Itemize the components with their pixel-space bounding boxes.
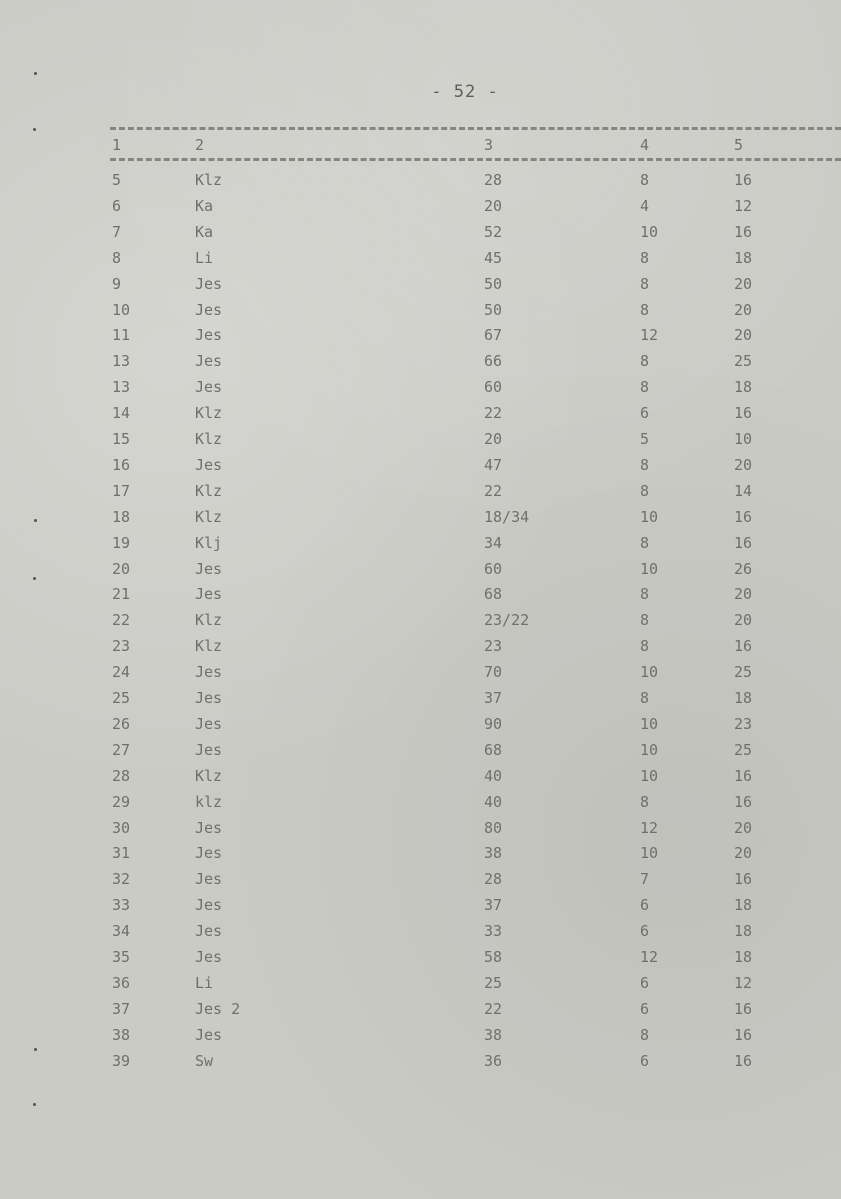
- table-cell-col-2: Ka: [195, 222, 214, 241]
- table-cell-col-3: 34: [484, 533, 503, 552]
- table-cell-col-5: 18: [734, 922, 753, 941]
- table-row: [0, 348, 841, 374]
- table-row: [0, 866, 841, 892]
- table-cell-col-1: 21: [112, 585, 131, 604]
- table-cell-col-4: 6: [640, 404, 650, 423]
- table-cell-col-4: 8: [640, 585, 650, 604]
- table-cell-col-3: 23/22: [484, 611, 530, 630]
- table-cell-col-4: 6: [640, 922, 650, 941]
- table-cell-col-2: Jes: [195, 663, 223, 682]
- table-cell-col-1: 32: [112, 870, 131, 889]
- table-cell-col-2: Jes: [195, 740, 223, 759]
- table-cell-col-5: 20: [734, 274, 753, 293]
- table-cell-col-1: 28: [112, 766, 131, 785]
- table-row: [0, 556, 841, 582]
- table-cell-col-4: 6: [640, 973, 650, 992]
- table-cell-col-2: Klz: [195, 481, 223, 500]
- table-cell-col-3: 67: [484, 326, 503, 345]
- table-cell-col-4: 10: [640, 766, 659, 785]
- table-row: [0, 1048, 841, 1074]
- table-cell-col-3: 58: [484, 948, 503, 966]
- table-header-row: [0, 132, 841, 158]
- table-cell-col-4: 4: [640, 196, 650, 215]
- table-cell-col-5: 16: [734, 171, 753, 189]
- header-col-2: 2: [195, 136, 205, 154]
- table-cell-col-2: klz: [195, 792, 223, 811]
- table-row: [0, 970, 841, 996]
- table-row: [0, 815, 841, 841]
- table-cell-col-1: 24: [112, 663, 131, 682]
- table-cell-col-1: 20: [112, 559, 131, 578]
- table-cell-col-5: 14: [734, 481, 753, 500]
- table-cell-col-4: 8: [640, 300, 650, 319]
- table-cell-col-3: 28: [484, 870, 503, 889]
- table-row: [0, 892, 841, 918]
- table-cell-col-2: Klz: [195, 766, 223, 785]
- page-number: - 52 -: [431, 82, 499, 102]
- header-col-1: 1: [112, 136, 122, 154]
- table-cell-col-3: 37: [484, 896, 503, 915]
- table-cell-col-3: 70: [484, 663, 503, 682]
- table-cell-col-3: 22: [484, 999, 503, 1018]
- table-row: [0, 426, 841, 452]
- table-cell-col-4: 8: [640, 689, 650, 707]
- table-cell-col-2: Klz: [195, 430, 223, 448]
- table-cell-col-2: Jes: [195, 274, 223, 293]
- table-cell-col-2: Klz: [195, 637, 223, 656]
- table-cell-col-4: 12: [640, 326, 659, 345]
- table-cell-col-1: 14: [112, 404, 131, 423]
- table-cell-col-1: 19: [112, 533, 131, 552]
- table-cell-col-3: 37: [484, 689, 503, 707]
- table-cell-col-4: 10: [640, 559, 659, 578]
- table-cell-col-4: 10: [640, 663, 659, 682]
- header-col-4: 4: [640, 136, 650, 154]
- table-cell-col-2: Jes: [195, 352, 223, 371]
- table-cell-col-2: Jes: [195, 896, 223, 915]
- table-row: [0, 219, 841, 245]
- table-cell-col-2: Jes: [195, 870, 223, 889]
- table-cell-col-2: Jes: [195, 818, 223, 837]
- table-cell-col-5: 16: [734, 404, 753, 423]
- table-cell-col-2: Klz: [195, 507, 223, 526]
- table-cell-col-4: 8: [640, 792, 650, 811]
- table-cell-col-4: 12: [640, 818, 659, 837]
- table-cell-col-4: 8: [640, 171, 650, 189]
- table-cell-col-2: Li: [195, 248, 214, 267]
- table-row: [0, 607, 841, 633]
- table-cell-col-5: 16: [734, 1025, 753, 1044]
- table-cell-col-2: Jes: [195, 378, 223, 397]
- table-row: [0, 245, 841, 271]
- table-cell-col-1: 8: [112, 248, 122, 267]
- table-cell-col-3: 68: [484, 740, 503, 759]
- table-cell-col-4: 7: [640, 870, 650, 889]
- table-cell-col-1: 10: [112, 300, 131, 319]
- table-cell-col-2: Jes 2: [195, 999, 241, 1018]
- table-cell-col-1: 25: [112, 689, 131, 707]
- table-cell-col-2: Jes: [195, 844, 223, 863]
- table-cell-col-2: Jes: [195, 1025, 223, 1044]
- table-cell-col-4: 10: [640, 844, 659, 863]
- table-cell-col-2: Jes: [195, 326, 223, 345]
- margin-mark: [34, 72, 37, 75]
- header-col-3: 3: [484, 136, 494, 154]
- table-cell-col-4: 5: [640, 430, 650, 448]
- table-cell-col-5: 23: [734, 714, 753, 733]
- table-cell-col-3: 68: [484, 585, 503, 604]
- table-cell-col-5: 20: [734, 326, 753, 345]
- table-cell-col-3: 36: [484, 1051, 503, 1070]
- table-cell-col-1: 13: [112, 352, 131, 371]
- table-cell-col-2: Jes: [195, 689, 223, 707]
- table-cell-col-1: 16: [112, 455, 131, 474]
- table-row: [0, 944, 841, 970]
- table-row: [0, 737, 841, 763]
- margin-mark: [33, 1103, 36, 1106]
- table-cell-col-5: 18: [734, 689, 753, 707]
- table-cell-col-4: 8: [640, 1025, 650, 1044]
- table-cell-col-4: 6: [640, 999, 650, 1018]
- table-cell-col-1: 27: [112, 740, 131, 759]
- table-cell-col-4: 6: [640, 896, 650, 915]
- table-cell-col-1: 31: [112, 844, 131, 863]
- table-row: [0, 193, 841, 219]
- table-cell-col-5: 20: [734, 455, 753, 474]
- table-cell-col-3: 40: [484, 792, 503, 811]
- table-cell-col-5: 16: [734, 792, 753, 811]
- header-col-5: 5: [734, 136, 744, 154]
- table-row: [0, 297, 841, 323]
- table-row: [0, 504, 841, 530]
- table-cell-col-4: 12: [640, 948, 659, 966]
- table-cell-col-5: 16: [734, 637, 753, 656]
- table-cell-col-5: 16: [734, 507, 753, 526]
- table-cell-col-2: Jes: [195, 922, 223, 941]
- table-cell-col-5: 20: [734, 611, 753, 630]
- table-cell-col-3: 50: [484, 300, 503, 319]
- table-row: [0, 478, 841, 504]
- table-cell-col-4: 8: [640, 378, 650, 397]
- table-row: [0, 530, 841, 556]
- table-cell-col-5: 16: [734, 766, 753, 785]
- table-cell-col-2: Klz: [195, 404, 223, 423]
- table-cell-col-2: Jes: [195, 948, 223, 966]
- table-cell-col-2: Jes: [195, 559, 223, 578]
- table-cell-col-1: 38: [112, 1025, 131, 1044]
- table-cell-col-1: 5: [112, 171, 122, 189]
- table-cell-col-4: 8: [640, 352, 650, 371]
- table-cell-col-5: 16: [734, 222, 753, 241]
- table-cell-col-1: 39: [112, 1051, 131, 1070]
- table-row: [0, 452, 841, 478]
- table-row: [0, 763, 841, 789]
- margin-mark: [34, 1048, 37, 1051]
- table-cell-col-2: Jes: [195, 455, 223, 474]
- table-cell-col-5: 20: [734, 300, 753, 319]
- table-cell-col-1: 29: [112, 792, 131, 811]
- table-cell-col-3: 60: [484, 378, 503, 397]
- table-cell-col-2: Klz: [195, 611, 223, 630]
- table-cell-col-3: 33: [484, 922, 503, 941]
- table-cell-col-1: 11: [112, 326, 131, 345]
- table-cell-col-2: Klz: [195, 171, 223, 189]
- margin-mark: [33, 577, 36, 580]
- table-cell-col-4: 6: [640, 1051, 650, 1070]
- table-cell-col-3: 20: [484, 430, 503, 448]
- table-row: [0, 581, 841, 607]
- table-cell-col-3: 20: [484, 196, 503, 215]
- table-cell-col-5: 20: [734, 585, 753, 604]
- table-cell-col-4: 8: [640, 533, 650, 552]
- table-cell-col-4: 10: [640, 507, 659, 526]
- table-row: [0, 271, 841, 297]
- table-cell-col-5: 18: [734, 896, 753, 915]
- table-cell-col-5: 18: [734, 248, 753, 267]
- table-row: [0, 789, 841, 815]
- table-cell-col-1: 6: [112, 196, 122, 215]
- table-cell-col-5: 16: [734, 1051, 753, 1070]
- table-top-rule: [110, 127, 841, 130]
- table-cell-col-3: 52: [484, 222, 503, 241]
- table-header-rule: [110, 158, 841, 161]
- table-cell-col-3: 18/34: [484, 507, 530, 526]
- table-row: [0, 633, 841, 659]
- table-cell-col-5: 18: [734, 378, 753, 397]
- table-cell-col-5: 25: [734, 740, 753, 759]
- table-row: [0, 918, 841, 944]
- table-row: [0, 659, 841, 685]
- table-cell-col-3: 38: [484, 1025, 503, 1044]
- table-cell-col-1: 18: [112, 507, 131, 526]
- table-cell-col-4: 8: [640, 248, 650, 267]
- table-cell-col-2: Jes: [195, 714, 223, 733]
- table-cell-col-1: 30: [112, 818, 131, 837]
- table-row: [0, 374, 841, 400]
- table-row: [0, 840, 841, 866]
- table-cell-col-2: Jes: [195, 300, 223, 319]
- table-row: [0, 996, 841, 1022]
- table-cell-col-3: 28: [484, 171, 503, 189]
- margin-mark: [33, 128, 36, 131]
- table-cell-col-4: 8: [640, 637, 650, 656]
- table-cell-col-4: 8: [640, 611, 650, 630]
- table-cell-col-1: 36: [112, 973, 131, 992]
- table-cell-col-3: 25: [484, 973, 503, 992]
- table-cell-col-1: 9: [112, 274, 122, 293]
- table-row: [0, 711, 841, 737]
- table-cell-col-1: 22: [112, 611, 131, 630]
- table-cell-col-5: 16: [734, 870, 753, 889]
- table-cell-col-5: 10: [734, 430, 753, 448]
- table-cell-col-2: Sw: [195, 1051, 214, 1070]
- table-cell-col-4: 8: [640, 274, 650, 293]
- table-cell-col-3: 50: [484, 274, 503, 293]
- table-cell-col-3: 60: [484, 559, 503, 578]
- table-cell-col-5: 18: [734, 948, 753, 966]
- table-cell-col-3: 47: [484, 455, 503, 474]
- table-row: [0, 322, 841, 348]
- table-cell-col-5: 25: [734, 663, 753, 682]
- table-cell-col-1: 37: [112, 999, 131, 1018]
- table-cell-col-5: 20: [734, 844, 753, 863]
- table-cell-col-5: 20: [734, 818, 753, 837]
- table-cell-col-4: 10: [640, 222, 659, 241]
- table-cell-col-1: 33: [112, 896, 131, 915]
- table-cell-col-1: 35: [112, 948, 131, 966]
- table-cell-col-3: 23: [484, 637, 503, 656]
- table-cell-col-3: 38: [484, 844, 503, 863]
- table-cell-col-5: 16: [734, 533, 753, 552]
- table-cell-col-1: 34: [112, 922, 131, 941]
- margin-mark: [34, 519, 37, 522]
- table-row: [0, 685, 841, 711]
- table-cell-col-5: 12: [734, 196, 753, 215]
- table-cell-col-3: 22: [484, 404, 503, 423]
- table-row: [0, 400, 841, 426]
- table-cell-col-2: Li: [195, 973, 214, 992]
- table-cell-col-3: 45: [484, 248, 503, 267]
- table-cell-col-5: 25: [734, 352, 753, 371]
- table-cell-col-4: 10: [640, 740, 659, 759]
- table-cell-col-5: 12: [734, 973, 753, 992]
- table-cell-col-4: 10: [640, 714, 659, 733]
- table-cell-col-4: 8: [640, 481, 650, 500]
- table-cell-col-1: 7: [112, 222, 122, 241]
- table-cell-col-3: 80: [484, 818, 503, 837]
- table-cell-col-2: Klj: [195, 533, 223, 552]
- table-row: [0, 1022, 841, 1048]
- table-cell-col-3: 90: [484, 714, 503, 733]
- table-cell-col-1: 17: [112, 481, 131, 500]
- table-cell-col-1: 26: [112, 714, 131, 733]
- table-row: [0, 167, 841, 193]
- table-cell-col-3: 66: [484, 352, 503, 371]
- table-cell-col-2: Jes: [195, 585, 223, 604]
- table-cell-col-5: 16: [734, 999, 753, 1018]
- table-cell-col-2: Ka: [195, 196, 214, 215]
- table-cell-col-1: 15: [112, 430, 131, 448]
- table-cell-col-1: 13: [112, 378, 131, 397]
- table-cell-col-1: 23: [112, 637, 131, 656]
- table-cell-col-3: 40: [484, 766, 503, 785]
- table-cell-col-3: 22: [484, 481, 503, 500]
- table-cell-col-4: 8: [640, 455, 650, 474]
- table-cell-col-5: 26: [734, 559, 753, 578]
